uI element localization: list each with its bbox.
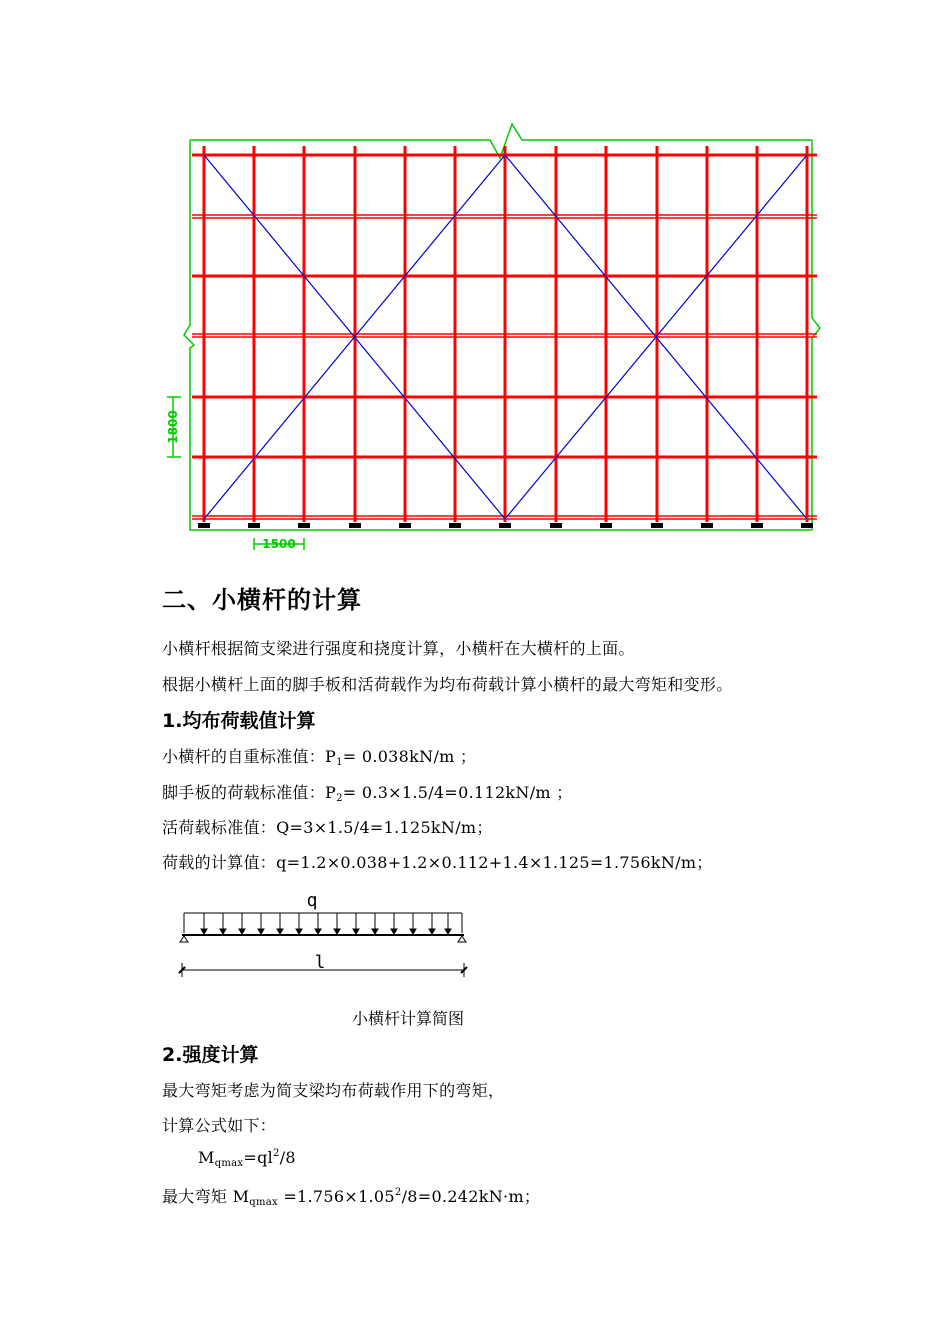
formula-m: M	[198, 1148, 215, 1167]
board-load-line	[162, 780, 573, 804]
distributed-load	[184, 913, 462, 934]
result-end: /8=0.242kN·m；	[401, 1187, 541, 1206]
self-weight-suffix: = 0.038kN/m ；	[342, 747, 477, 766]
self-weight-prefix: 小横杆的自重标准值：P	[162, 747, 337, 766]
moment-formula	[198, 1148, 296, 1169]
design-load-line: 荷载的计算值：q=1.2×0.038+1.2×0.112+1.4×1.125=1.756kN/m；	[162, 853, 713, 872]
formula-mid: =ql	[243, 1148, 274, 1167]
self-weight-sub: 1	[336, 757, 343, 768]
moment-description: 最大弯矩考虑为简支梁均布荷载作用下的弯矩，	[162, 1081, 505, 1100]
scaffold-elevation-drawing	[160, 120, 840, 560]
formula-sub: qmax	[214, 1158, 244, 1169]
dimension-vertical-label: 1800	[166, 410, 180, 444]
formula-sup: 2	[273, 1148, 280, 1159]
beam-load-label: q	[306, 890, 318, 911]
beam-supports	[180, 936, 466, 942]
board-load-suffix: = 0.3×1.5/4=0.112kN/m ；	[342, 783, 573, 802]
result-sup: 2	[394, 1187, 402, 1198]
beam-diagram-caption: 小横杆计算简图	[352, 1009, 465, 1028]
part1-heading: 1.均布荷载值计算	[162, 710, 316, 732]
formula-end: /8	[279, 1148, 296, 1167]
result-mid: =1.756×1.05	[277, 1187, 395, 1206]
intro-line-2: 根据小横杆上面的脚手板和活荷载作为均布荷载计算小横杆的最大弯矩和变形。	[162, 675, 733, 694]
break-line-boundary	[184, 124, 820, 530]
base-plates	[198, 523, 813, 528]
result-prefix: 最大弯矩 M	[162, 1187, 250, 1206]
intro-line-1: 小横杆根据简支梁进行强度和挠度计算，小横杆在大横杆的上面。	[162, 639, 635, 658]
self-weight-line	[162, 744, 476, 768]
live-load-line: 活荷载标准值：Q=3×1.5/4=1.125kN/m；	[162, 818, 493, 837]
part2-heading: 2.强度计算	[162, 1044, 259, 1066]
moment-result	[162, 1184, 540, 1208]
beam-span-label: l	[314, 952, 326, 973]
result-sub: qmax	[249, 1197, 278, 1208]
dimension-horizontal-label: 1500	[262, 537, 296, 551]
board-load-prefix: 脚手板的荷载标准值：P	[162, 783, 337, 802]
board-load-sub: 2	[336, 793, 343, 804]
beam-diagram	[176, 888, 476, 983]
section-heading: 二、小横杆的计算	[162, 586, 362, 614]
formula-intro: 计算公式如下：	[162, 1116, 277, 1135]
